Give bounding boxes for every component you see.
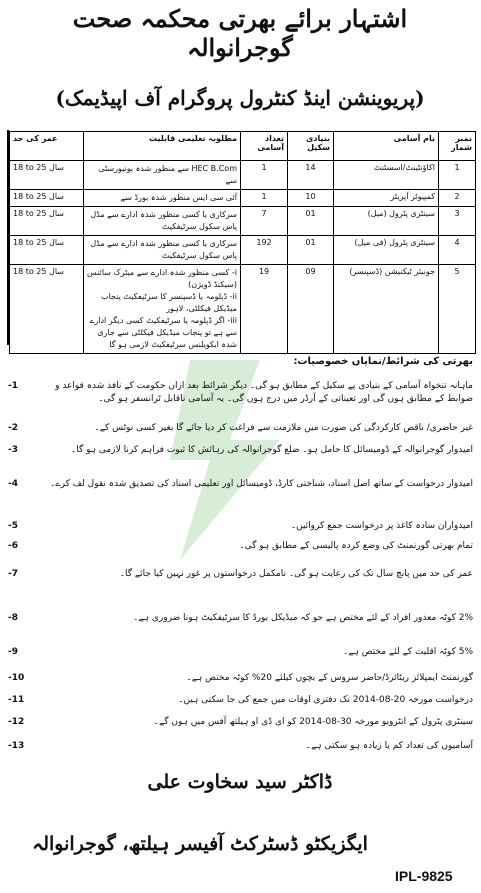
cell-scale: 14 bbox=[288, 161, 334, 190]
condition-text: سینٹری پٹرول کے انٹرویو مورخہ 30-08-2014 کو ای ڈی او ہیلتھ آفس میں ہوں گے۔ bbox=[153, 717, 473, 727]
condition-item bbox=[8, 520, 473, 533]
cell-sno: 3 bbox=[439, 207, 476, 236]
condition-number: -4 bbox=[8, 479, 18, 489]
qualification-line: ii- ڈپلومہ یا ڈسپنسر کا سرٹیفکیٹ پنجاب میڈیکل فیکلٹی، لاہور bbox=[101, 292, 237, 313]
condition-number: -8 bbox=[8, 613, 18, 623]
signatory-designation: ایگزیکٹو ڈسٹرکٹ آفیسر ہیلتھ، گوجرانوالہ bbox=[32, 833, 368, 855]
condition-text: گورنمنٹ ایمپلائز ریٹائرڈ/حاضر سروس کے بچوں کیلئے 20% کوٹہ مختص ہے۔ bbox=[186, 673, 473, 683]
col-header-sno: نمبر شمار bbox=[439, 132, 476, 161]
condition-text: غیر حاضری/ ناقص کارکردگی کی صورت میں ملازمت سے فراغت کر دیا جائے گا بغیر کسی نوٹس کے۔ bbox=[94, 423, 473, 433]
condition-number: -5 bbox=[8, 521, 18, 531]
cell-age: 18 to 25 سال bbox=[10, 161, 84, 190]
cell-sno: 1 bbox=[439, 161, 476, 190]
condition-text: آسامیوں کی تعداد کم یا زیادہ ہو سکتی ہے۔ bbox=[305, 741, 473, 751]
cell-count: 1 bbox=[241, 161, 288, 190]
posts-table bbox=[9, 131, 476, 354]
cell-post: سینٹری پٹرول (میل) bbox=[334, 207, 439, 236]
condition-number: -11 bbox=[8, 695, 25, 705]
col-header-qualification: مطلوبہ تعلیمی قابلیت bbox=[84, 132, 241, 161]
condition-item bbox=[8, 568, 473, 581]
table-row bbox=[10, 161, 476, 190]
condition-number: -10 bbox=[8, 673, 25, 683]
cell-scale: 01 bbox=[288, 207, 334, 236]
cell-qualification bbox=[84, 236, 241, 265]
conditions-heading: بھرتی کی شرائط/نمایاں خصوصیات: bbox=[293, 356, 473, 367]
cell-age: 18 to 25 سال bbox=[10, 236, 84, 265]
condition-text: تمام بھرتی گورنمنٹ کی وضع کردہ پالیسی کے مطابق ہو گی۔ bbox=[239, 541, 473, 551]
qualification-line: HEC B.Com سے منظور شدہ یونیورسٹی سے bbox=[98, 164, 237, 185]
condition-item bbox=[8, 612, 473, 625]
col-header-age: عمر کی حد bbox=[10, 132, 84, 161]
cell-qualification bbox=[84, 190, 241, 207]
cell-age: 18 to 25 سال bbox=[10, 190, 84, 207]
cell-sno: 2 bbox=[439, 190, 476, 207]
table-row bbox=[10, 236, 476, 265]
condition-text: 2% کوٹہ معذور افراد کے لئے مختص ہے جو کہ میڈیکل بورڈ کا سرٹیفکیٹ ہونا ضروری ہے۔ bbox=[133, 613, 473, 623]
condition-number: -7 bbox=[8, 569, 18, 579]
condition-item bbox=[8, 646, 473, 659]
condition-item bbox=[8, 694, 473, 707]
condition-number: -1 bbox=[8, 381, 18, 391]
cell-age: 18 to 25 سال bbox=[10, 265, 84, 354]
cell-post: اکاؤنٹینٹ/اسسٹنٹ bbox=[334, 161, 439, 190]
col-header-scale: بنیادی سکیل bbox=[288, 132, 334, 161]
cell-post: جونیئر ٹیکنیشن (ڈسپنسر) bbox=[334, 265, 439, 354]
col-header-count: تعداد آسامی bbox=[241, 132, 288, 161]
col-header-post: نام آسامی bbox=[334, 132, 439, 161]
cell-count: 7 bbox=[241, 207, 288, 236]
cell-scale: 01 bbox=[288, 236, 334, 265]
table-row bbox=[10, 265, 476, 354]
condition-text: 5% کوٹہ اقلیت کے لئے مختص ہے۔ bbox=[343, 647, 473, 657]
condition-number: -6 bbox=[8, 541, 18, 551]
condition-item bbox=[8, 380, 473, 406]
cell-count: 19 bbox=[241, 265, 288, 354]
condition-text: ماہانہ تنخواہ آسامی کے بنیادی پے سکیل کے مطابق ہو گی۔ دیگر شرائط بعد ازاں حکومت کے نافذ شدہ قواعد و ضوابط کے مطابق ہوں گی اور تعیناتی کے آرڈر میں درج ہوں گی۔ یہ آسامی ناقابل ٹرانسفر ہو گی۔ bbox=[55, 381, 473, 404]
qualification-line: iii- اگر ڈپلومہ یا سرٹیفکیٹ کسی دیگر ادارے سے ہے تو پنجاب میڈیکل فیکلٹی سے جاری شدہ ایکویلنس سرٹیفکیٹ لازمی ہو گا bbox=[89, 316, 237, 349]
condition-item bbox=[8, 444, 473, 457]
cell-qualification bbox=[84, 161, 241, 190]
cell-qualification bbox=[84, 265, 241, 354]
cell-scale: 10 bbox=[288, 190, 334, 207]
signatory-name: ڈاکٹر سید سخاوت علی bbox=[147, 771, 333, 793]
condition-item bbox=[8, 540, 473, 553]
ad-title: اشتہار برائے بھرتی محکمہ صحت گوجرانوالہ bbox=[72, 4, 408, 62]
condition-number: -3 bbox=[8, 445, 18, 455]
cell-scale: 09 bbox=[288, 265, 334, 354]
condition-number: -9 bbox=[8, 647, 18, 657]
condition-number: -12 bbox=[8, 717, 25, 727]
cell-sno: 5 bbox=[439, 265, 476, 354]
cell-count: 192 bbox=[241, 236, 288, 265]
table-row bbox=[10, 190, 476, 207]
condition-item bbox=[8, 716, 473, 729]
condition-item bbox=[8, 672, 473, 685]
cell-age: 18 to 25 سال bbox=[10, 207, 84, 236]
qualification-line: سرکاری یا کسی منظور شدہ ادارے سے مڈل پاس سکول سرٹیفکیٹ bbox=[90, 210, 237, 231]
table-row bbox=[10, 207, 476, 236]
cell-sno: 4 bbox=[439, 236, 476, 265]
condition-text: درخواست مورخہ 20-08-2014 تک دفتری اوقات میں جمع کی جا سکتی ہیں۔ bbox=[178, 695, 473, 705]
condition-text: امیدواران سادہ کاغذ پر درخواست جمع کروائیں۔ bbox=[290, 521, 473, 531]
condition-item bbox=[8, 740, 473, 753]
condition-number: -2 bbox=[8, 423, 18, 433]
qualification-line: سرکاری یا کسی منظور شدہ ادارے سے مڈل پاس سکول سرٹیفکیٹ bbox=[90, 239, 237, 260]
condition-item bbox=[8, 478, 473, 491]
condition-item bbox=[8, 422, 473, 435]
condition-text: امیدوار درخواست کے ساتھ اصل اسناد، شناختی کارڈ، ڈومیسائل اور تعلیمی اسناد کی تصدیق شدہ نقول لف کرے۔ bbox=[50, 479, 473, 489]
table-header-row bbox=[10, 132, 476, 161]
cell-count: 1 bbox=[241, 190, 288, 207]
cell-post: سینٹری پٹرول (فی میل) bbox=[334, 236, 439, 265]
condition-text: امیدوار گوجرانوالہ کے ڈومیسائل کا حامل ہو۔ ضلع گوجرانوالہ کی رہائش کا ثبوت فراہم کرنا لازمی ہو گا۔ bbox=[70, 445, 473, 455]
ad-reference: IPL-9825 bbox=[395, 868, 453, 884]
qualification-line: i- کسی منظور شدہ ادارے سے میٹرک سائنس (سیکنڈ ڈویژن) bbox=[87, 268, 237, 289]
cell-post: کمپیوٹر آپریٹر bbox=[334, 190, 439, 207]
condition-text: عمر کی حد میں پانچ سال تک کی رعایت ہو گی۔ نامکمل درخواستوں پر غور نہیں کیا جائے گا۔ bbox=[119, 569, 473, 579]
condition-number: -13 bbox=[8, 741, 25, 751]
cell-qualification bbox=[84, 207, 241, 236]
ad-subtitle: (پریوینشن اینڈ کنٹرول پروگرام آف اپیڈیمک) bbox=[55, 86, 425, 110]
qualification-line: آئی سی ایس منظور شدہ بورڈ سے bbox=[120, 193, 237, 202]
